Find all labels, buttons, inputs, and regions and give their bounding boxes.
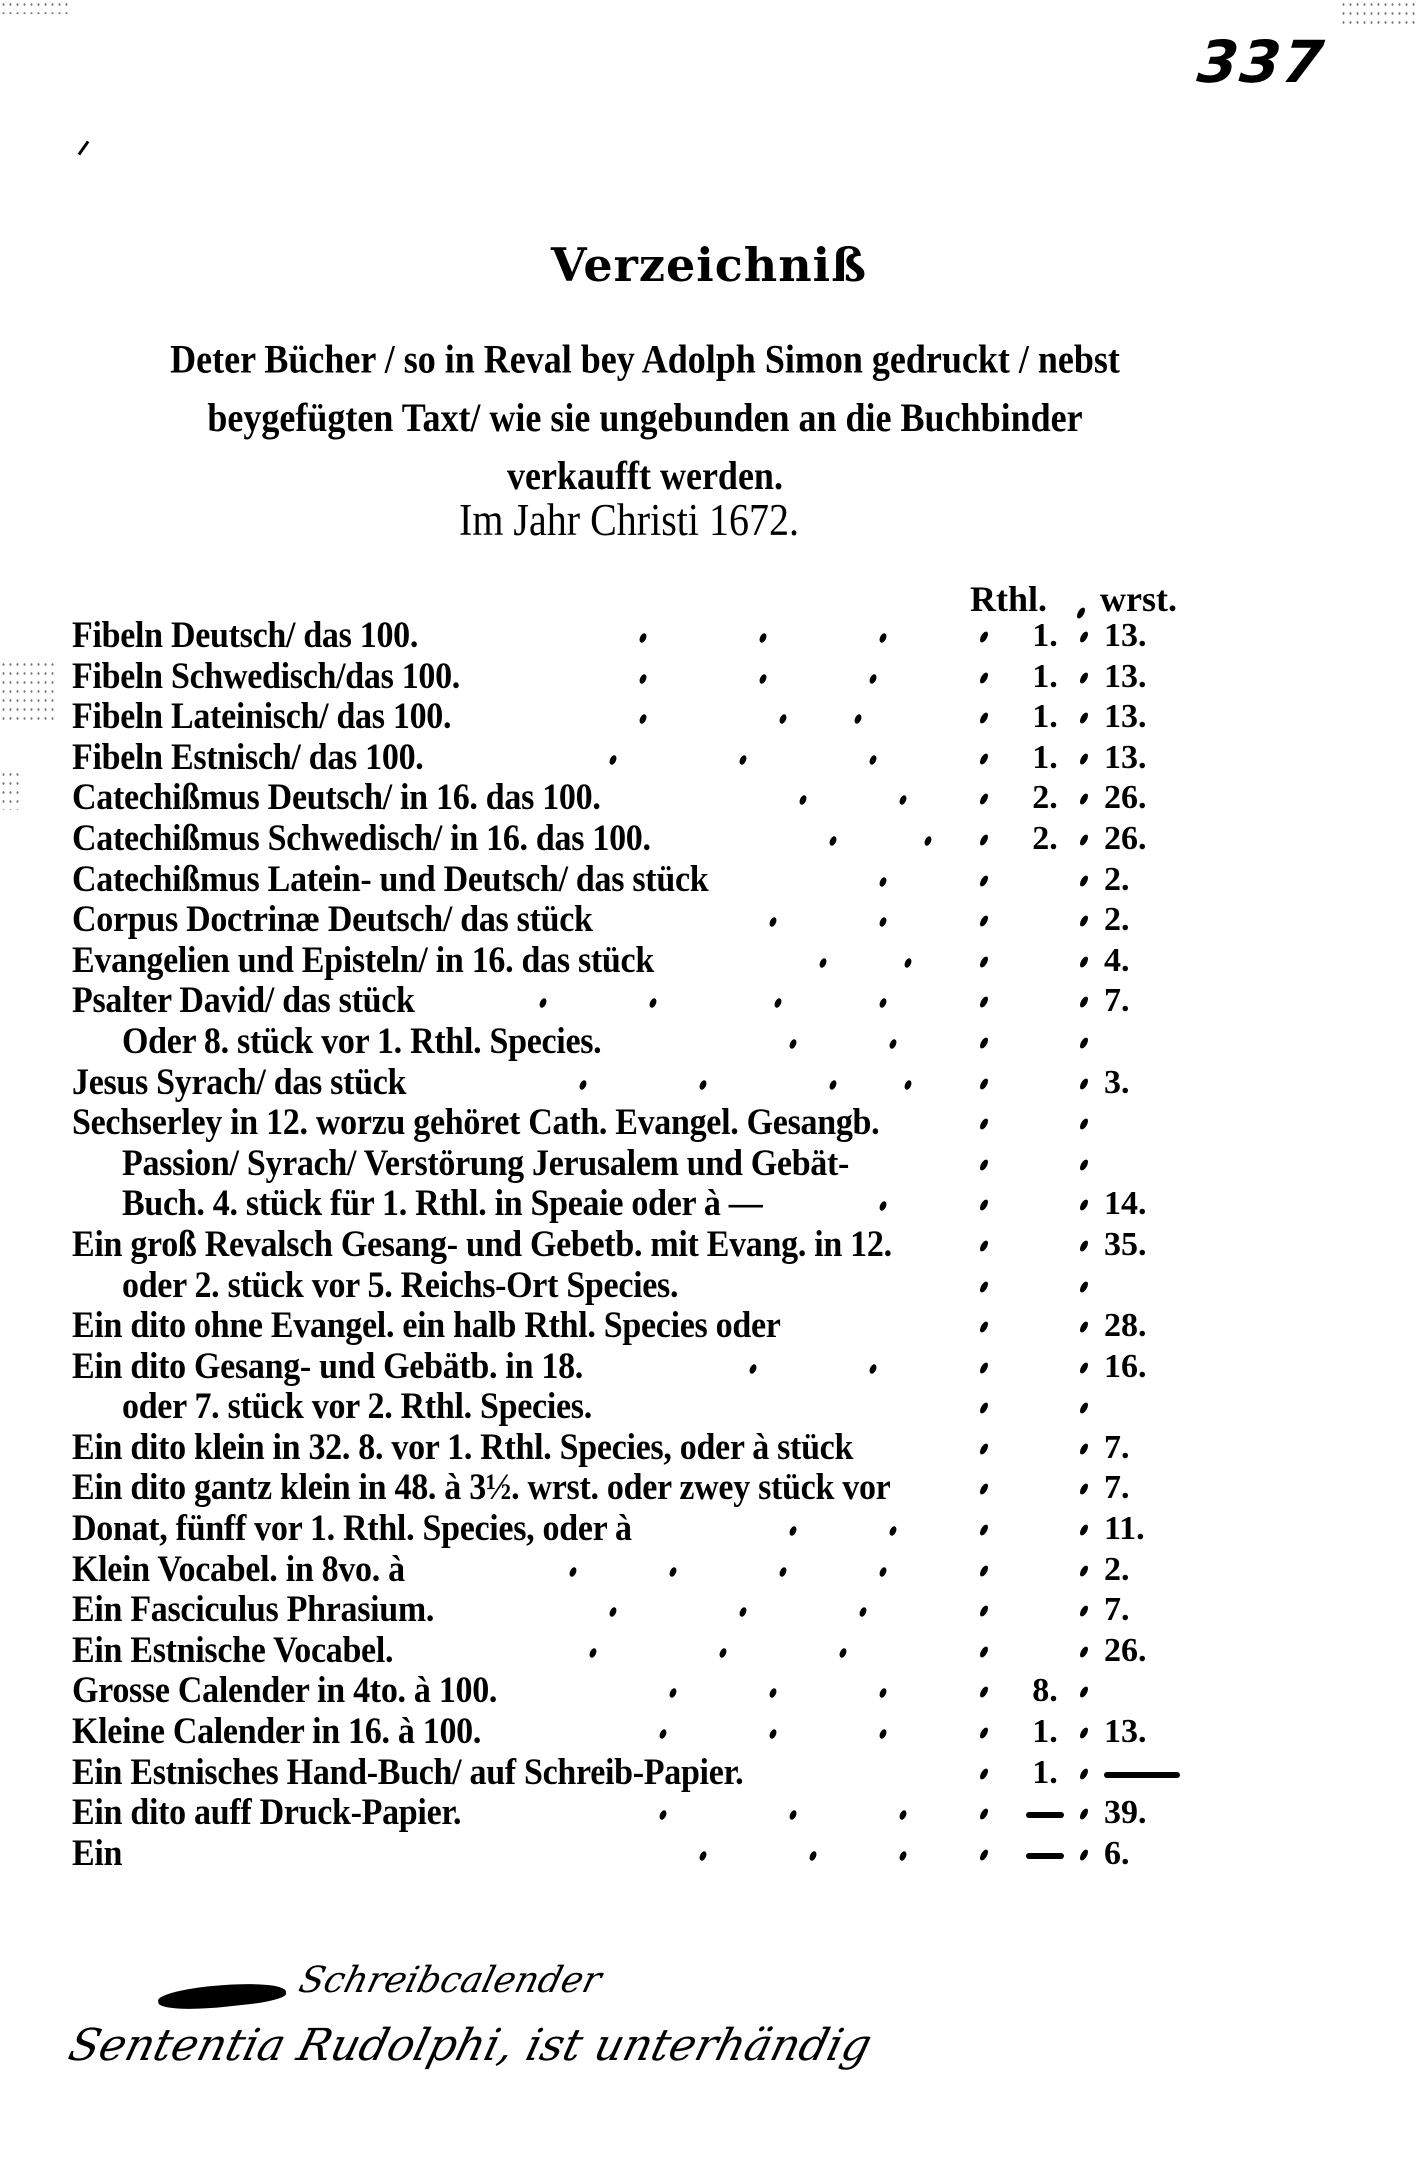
book-title: oder 7. stück vor 2. Rthl. Species. (122, 1386, 592, 1428)
price-wrst: 2. (1104, 901, 1130, 939)
book-title: Fibeln Estnisch/ das 100. (72, 736, 424, 778)
handwritten-annotation: Sententia Rudolphi, ist unterhändig (63, 2020, 877, 2071)
leader-dot (658, 1728, 668, 1740)
book-title: Klein Vocabel. in 8vo. à (72, 1548, 405, 1590)
leader-dot (853, 713, 863, 725)
leader-dot (668, 1688, 678, 1700)
book-title: Fibeln Deutsch/ das 100. (72, 615, 419, 656)
leader-dots (0, 860, 1418, 901)
book-title: Oder 8. stück vor 1. Rthl. Species. (122, 1021, 602, 1062)
price-wrst: 14. (1104, 1185, 1147, 1223)
price-rthl: 2. (1032, 779, 1058, 817)
leader-dots (0, 1671, 1418, 1712)
book-title: Passion/ Syrach/ Verstörung Jerusalem und Gebät- (122, 1142, 850, 1184)
leader-dot (808, 1850, 818, 1862)
leader-dots (0, 1468, 1418, 1509)
subtitle-line: verkaufft werden. (507, 453, 783, 498)
price-list-row (0, 1144, 1418, 1185)
leader-dot (698, 1850, 708, 1862)
leader-dot (878, 1728, 888, 1740)
leader-dot (888, 1525, 898, 1537)
leader-dot (668, 1566, 678, 1578)
price-list-row (0, 900, 1418, 941)
book-title: Fibeln Schwedisch/das 100. (72, 655, 460, 697)
leader-dot (568, 1566, 578, 1578)
leader-dot (768, 1688, 778, 1700)
book-title: Ein Estnisches Hand-Buch/ auf Schreib-Papier. (72, 1751, 744, 1793)
book-title: Ein groß Revalsch Gesang- und Gebetb. mit Evang. in 12. (72, 1224, 892, 1265)
price-wrst: 13. (1104, 1713, 1147, 1751)
leader-dot (878, 916, 888, 928)
leader-dot (923, 835, 933, 847)
leader-dots (0, 1103, 1418, 1144)
price-rthl: 1. (1032, 657, 1058, 695)
leader-dot (903, 1079, 913, 1091)
price-wrst: 6. (1104, 1834, 1130, 1872)
leader-dots (0, 981, 1418, 1022)
leader-dot (898, 795, 908, 807)
leader-dot (818, 957, 828, 969)
book-title: Buch. 4. stück für 1. Rthl. in Speaie oder à — (122, 1183, 763, 1225)
scan-noise-top-right (1340, 0, 1418, 30)
price-list-row (0, 941, 1418, 982)
price-rthl: 1. (1032, 617, 1058, 654)
price-list (0, 616, 1418, 1874)
price-list-row (0, 1306, 1418, 1347)
price-list-row (0, 778, 1418, 819)
dash-mark (1026, 1812, 1064, 1818)
leader-dot (903, 957, 913, 969)
leader-dot (838, 1647, 848, 1659)
leader-dot (878, 1201, 888, 1213)
book-title: Ein dito klein in 32. 8. vor 1. Rthl. Species, oder à stück (72, 1426, 854, 1468)
price-rthl (1020, 1793, 1070, 1833)
column-header-rthl: Rthl. (970, 579, 1048, 619)
handwritten-insertion: Schreibcalender (294, 1960, 606, 2001)
leader-dot (778, 1566, 788, 1578)
leader-dot (878, 1566, 888, 1578)
leader-dots (0, 941, 1418, 982)
leader-dot (868, 673, 878, 685)
leader-dots (0, 1347, 1418, 1388)
book-title: Corpus Doctrinæ Deutsch/ das stück (72, 899, 593, 940)
book-title: Catechißmus Schwedisch/ in 16. das 100. (72, 818, 651, 859)
price-list-row (0, 1468, 1418, 1509)
leader-dot (768, 1728, 778, 1740)
book-title: Ein Estnische Vocabel. (72, 1629, 394, 1671)
leader-dot (868, 754, 878, 766)
leader-dot (888, 1038, 898, 1050)
leader-dot (758, 673, 768, 685)
leader-dot (608, 1606, 618, 1618)
price-rthl: 8. (1032, 1672, 1058, 1710)
price-list-row (0, 1266, 1418, 1307)
price-wrst: 7. (1104, 1469, 1130, 1507)
leader-dot (738, 1606, 748, 1618)
leader-dot (588, 1647, 598, 1659)
book-title: Ein (72, 1832, 123, 1874)
book-title: Jesus Syrach/ das stück (72, 1061, 407, 1103)
book-title: Grosse Calender in 4to. à 100. (72, 1670, 498, 1712)
price-list-row (0, 1834, 1418, 1875)
price-list-row (0, 1063, 1418, 1104)
leader-dots (0, 657, 1418, 698)
price-wrst: 7. (1104, 982, 1130, 1020)
price-list-row (0, 981, 1418, 1022)
book-title: Ein dito Gesang- und Gebätb. in 18. (72, 1345, 583, 1387)
leader-dot (788, 1038, 798, 1050)
leader-dots (0, 1550, 1418, 1591)
leader-dots (0, 1387, 1418, 1428)
price-wrst: 16. (1104, 1347, 1147, 1385)
leader-dots (0, 900, 1418, 941)
leader-dots (0, 1428, 1418, 1469)
price-wrst: 11. (1104, 1510, 1145, 1548)
subtitle-line: Deter Bücher / so in Reval bey Adolph Simon gedruckt / nebst (170, 336, 1120, 382)
price-list-row (0, 1671, 1418, 1712)
price-rthl: 1. (1032, 1753, 1058, 1791)
book-title: Ein Fasciculus Phrasium. (72, 1589, 435, 1631)
leader-dot (878, 998, 888, 1010)
price-wrst: 26. (1104, 819, 1147, 857)
leader-dots (0, 1753, 1418, 1794)
price-wrst: 7. (1104, 1428, 1130, 1466)
price-list-row (0, 1184, 1418, 1225)
leader-dot (768, 916, 778, 928)
leader-dots (0, 1631, 1418, 1672)
leader-dot (878, 1688, 888, 1700)
price-wrst: 7. (1104, 1591, 1130, 1629)
leader-dot (698, 1079, 708, 1091)
leader-dots (0, 1225, 1418, 1266)
price-wrst: 2. (1104, 1550, 1130, 1588)
leader-dot (898, 1809, 908, 1821)
price-rthl (1020, 1834, 1070, 1874)
leader-dots (0, 1509, 1418, 1550)
price-list-row (0, 1631, 1418, 1672)
subtitle-line: beygefügten Taxt/ wie sie ungebunden an die Buchbinder (207, 394, 1083, 440)
price-list-row (0, 1793, 1418, 1834)
leader-dot (648, 998, 658, 1010)
price-wrst: 28. (1104, 1307, 1147, 1345)
column-header-wrst: wrst. (1100, 579, 1177, 619)
price-rthl: 2. (1032, 819, 1058, 857)
leader-dots (0, 1022, 1418, 1063)
document-title: Verzeichniß (550, 238, 868, 292)
price-rthl: 1. (1032, 738, 1058, 776)
leader-dot (748, 1363, 758, 1375)
leader-dot (638, 713, 648, 725)
document-subtitle (80, 330, 1210, 505)
leader-dot (878, 632, 888, 644)
leader-dots (0, 1834, 1418, 1875)
price-wrst: 2. (1104, 860, 1130, 898)
dash-mark (1026, 1853, 1064, 1859)
price-list-row (0, 1387, 1418, 1428)
leader-dots (0, 819, 1418, 860)
leader-dot (788, 1809, 798, 1821)
leader-dots (0, 778, 1418, 819)
price-list-row (0, 860, 1418, 901)
leader-dots (0, 1266, 1418, 1307)
book-title: Ein dito gantz klein in 48. à 3½. wrst. oder zwey stück vor (72, 1467, 891, 1509)
stray-ink-mark (78, 141, 90, 156)
leader-dots (0, 616, 1418, 657)
price-wrst: 26. (1104, 1631, 1147, 1669)
price-wrst: 13. (1104, 657, 1147, 695)
book-title: Sechserley in 12. worzu gehöret Cath. Evangel. Gesangb. (72, 1102, 880, 1143)
leader-dots (0, 1793, 1418, 1834)
price-list-row (0, 657, 1418, 698)
price-wrst: 35. (1104, 1225, 1147, 1263)
leader-dot (738, 754, 748, 766)
leader-dot (538, 998, 548, 1010)
leader-dot (788, 1525, 798, 1537)
price-list-row (0, 697, 1418, 738)
price-list-row (0, 1550, 1418, 1591)
price-list-row (0, 1509, 1418, 1550)
book-title: Catechißmus Deutsch/ in 16. das 100. (72, 777, 601, 819)
price-list-row (0, 1753, 1418, 1794)
leader-dots (0, 738, 1418, 779)
price-wrst: 3. (1104, 1063, 1130, 1101)
leader-dot (658, 1809, 668, 1821)
book-title: Catechißmus Latein- und Deutsch/ das stück (72, 858, 709, 900)
price-wrst: 13. (1104, 698, 1147, 736)
leader-dot (718, 1647, 728, 1659)
price-list-row (0, 1022, 1418, 1063)
leader-dots (0, 1306, 1418, 1347)
leader-dots (0, 1063, 1418, 1104)
price-wrst (1104, 1753, 1174, 1793)
page-number: 337 (1194, 28, 1329, 96)
book-title: Donat, fünff vor 1. Rthl. Species, oder à (72, 1508, 632, 1549)
price-list-row (0, 738, 1418, 779)
leader-dot (828, 835, 838, 847)
leader-dots (0, 697, 1418, 738)
price-list-row (0, 819, 1418, 860)
leader-dots (0, 1144, 1418, 1185)
price-rthl: 1. (1032, 698, 1058, 736)
price-list-row (0, 1225, 1418, 1266)
price-wrst: 13. (1104, 738, 1147, 776)
price-list-row (0, 1428, 1418, 1469)
struck-out-word (157, 1978, 287, 2013)
price-list-row (0, 616, 1418, 657)
scan-noise-top-left (0, 0, 70, 14)
leader-dot (878, 876, 888, 888)
dash-mark (1104, 1772, 1180, 1778)
leader-dot (828, 1079, 838, 1091)
price-wrst: 26. (1104, 779, 1147, 817)
book-title: Ein dito ohne Evangel. ein halb Rthl. Species oder (72, 1305, 781, 1346)
price-rthl: 1. (1032, 1713, 1058, 1751)
price-wrst: 13. (1104, 617, 1147, 654)
leader-dot (638, 673, 648, 685)
price-list-row (0, 1712, 1418, 1753)
book-title: Kleine Calender in 16. à 100. (72, 1711, 482, 1752)
leader-dot (638, 632, 648, 644)
book-title: Evangelien und Episteln/ in 16. das stück (72, 939, 654, 981)
leader-dot (578, 1079, 588, 1091)
leader-dots (0, 1590, 1418, 1631)
leader-dot (773, 998, 783, 1010)
price-list-row (0, 1347, 1418, 1388)
book-title: oder 2. stück vor 5. Reichs-Ort Species. (122, 1264, 679, 1306)
book-title: Psalter David/ das stück (72, 980, 415, 1022)
book-title: Ein dito auff Druck-Papier. (72, 1792, 462, 1834)
year-line: Im Jahr Christi 1672. (459, 493, 799, 546)
leader-dot (868, 1363, 878, 1375)
leader-dot (778, 713, 788, 725)
book-title: Fibeln Lateinisch/ das 100. (72, 696, 452, 737)
leader-dot (798, 795, 808, 807)
leader-dot (858, 1606, 868, 1618)
price-list-row (0, 1590, 1418, 1631)
leader-dot (758, 632, 768, 644)
leader-dot (608, 754, 618, 766)
leader-dots (0, 1712, 1418, 1753)
price-list-row (0, 1103, 1418, 1144)
leader-dot (898, 1850, 908, 1862)
price-wrst: 39. (1104, 1794, 1147, 1832)
leader-dots (0, 1184, 1418, 1225)
price-wrst: 4. (1104, 941, 1130, 979)
